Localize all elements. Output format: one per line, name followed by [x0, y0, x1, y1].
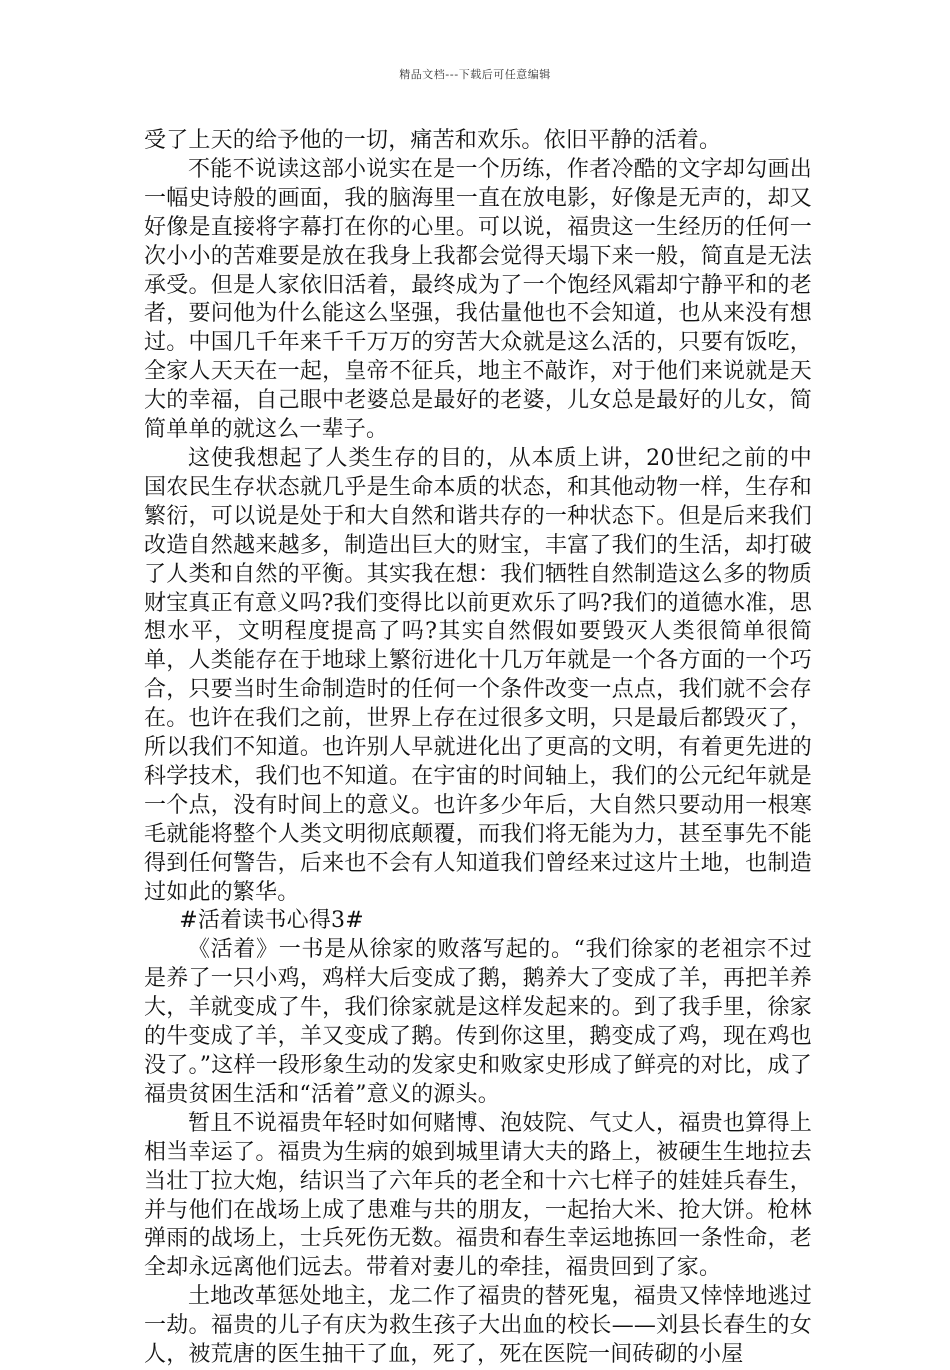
- paragraph-5: 暂且不说福贵年轻时如何赌博、泡妓院、气丈人，福贵也算得上相当幸运了。福贵为生病的娘到城里请大夫的路上，被硬生生地拉去当壮丁拉大炮，结识当了六年兵的老全和十六七样子的娃娃兵春生，并与他们在战场上成了患难与共的朋友，一起抬大米、抢大饼。枪林弹雨的战场上，士兵死伤无数。福贵和春生幸运地拣回一条性命，老全却永远离他们远去。带着对妻儿的牵挂，福贵回到了家。: [144, 1110, 812, 1281]
- paragraph-3: 这使我想起了人类生存的目的，从本质上讲，20世纪之前的中国农民生存状态就几乎是生命本质的状态，和其他动物一样，生存和繁衍，可以说是处于和大自然和谐共存的一种状态下。但是后来我们改造自然越来越多，制造出巨大的财宝，丰富了我们的生活，却打破了人类和自然的平衡。其实我在想：我们牺牲自然制造这么多的物质财宝真正有意义吗?我们变得比以前更欢乐了吗?我们的道德水准，思想水平，文明程度提高了吗?其实自然假如要毁灭人类很简单很简单，人类能存在于地球上繁衍进化十几万年就是一个各方面的一个巧合，只要当时生命制造时的任何一个条件改变一点点，我们就不会存在。也许在我们之前，世界上存在过很多文明，只是最后都毁灭了，所以我们不知道。也许别人早就进化出了更高的文明，有着更先进的科学技术，我们也不知道。在宇宙的时间轴上，我们的公元纪年就是一个点，没有时间上的意义。也许多少年后，大自然只要动用一根寒毛就能将整个人类文明彻底颠覆，而我们将无能为力，甚至事先不能得到任何警告，后来也不会有人知道我们曾经来过这片土地，也制造过如此的繁华。: [144, 445, 812, 905]
- page-header: 精品文档---下载后可任意编辑: [399, 68, 551, 81]
- document-body: [144, 127, 812, 1370]
- section-heading: #活着读书心得3#: [179, 908, 364, 934]
- paragraph-2: 不能不说读这部小说实在是一个历练，作者冷酷的文字却勾画出一幅史诗般的画面，我的脑海里一直在放电影，好像是无声的，却又好像是直接将字幕打在你的心里。可以说，福贵这一生经历的任何一次小小的苦难要是放在我身上我都会觉得天塌下来一般，简直是无法承受。但是人家依旧活着，最终成为了一个饱经风霜却宁静平和的老者，要问他为什么能这么坚强，我估量他也不会知道，也从来没有想过。中国几千年来千千万万的穷苦大众就是这么活的，只要有饭吃，全家人天天在一起，皇帝不征兵，地主不敲诈，对于他们来说就是天大的幸福，自己眼中老婆总是最好的老婆，儿女总是最好的儿女，简简单单的就这么一辈子。: [144, 156, 812, 443]
- paragraph-1: 受了上天的给予他的一切，痛苦和欢乐。依旧平静的活着。: [144, 128, 722, 153]
- paragraph-6: 土地改革惩处地主，龙二作了福贵的替死鬼，福贵又悻悻地逃过一劫。福贵的儿子有庆为救生孩子大出血的校长——刘县长春生的女人，被荒唐的医生抽干了血，死了，死在医院一间砖砌的小屋: [144, 1284, 812, 1368]
- paragraph-4: 《活着》一书是从徐家的败落写起的。“我们徐家的老祖宗不过是养了一只小鸡，鸡样大后变成了鹅，鹅养大了变成了羊，再把羊养大，羊就变成了牛，我们徐家就是这样发起来的。到了我手里，徐家的牛变成了羊，羊又变成了鹅。传到你这里，鹅变成了鸡，现在鸡也没了。”这样一段形象生动的发家史和败家史形成了鲜亮的对比，成了福贵贫困生活和“活着”意义的源头。: [144, 937, 812, 1107]
